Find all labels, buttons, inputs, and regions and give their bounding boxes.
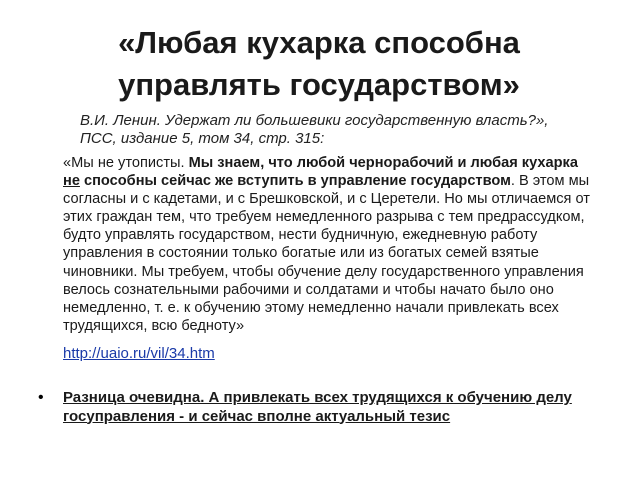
quote-bold-underlined: не <box>63 173 80 190</box>
quote-bold-2: способны сейчас же вступить в управление государством <box>79 173 511 190</box>
quote-part-2: . В этом мы согласны и с кадетами, и с Брешковской, и с Церетели. Но мы отличаемся от этих граждан тем, что требуем немедленного разрыва с тем предрассудком, будто управлять государством, нести будничную, ежедневную работу управления в состоянии только богатые или из богатых семей взятые чиновники. Мы требуем, чтобы обучение делу государственного управления велось сознательными рабочими и солдатами и чтобы начато было оно немедленно, т. е. к обучению этому немедленно начали привлекать всех трудящихся, всю бедноту» <box>63 173 590 334</box>
slide-title <box>40 22 598 106</box>
quote-part-1: «Мы не утописты. <box>63 155 189 171</box>
quote-paragraph <box>63 154 593 335</box>
source-citation: В.И. Ленин. Удержат ли большевики государственную власть?», ПСС, издание 5, том 34, стр. 315: <box>80 112 549 147</box>
source-link[interactable]: http://uaio.ru/vil/34.htm <box>63 345 215 362</box>
title-line-2: управлять государством» <box>118 67 520 102</box>
bullet-text: Разница очевидна. А привлекать всех трудящихся к обучению делу госуправления - и сейчас вполне актуальный тезис <box>63 389 572 425</box>
title-line-1: «Любая кухарка способна <box>118 25 520 60</box>
quote-bold-1: Мы знаем, что любой чернорабочий и любая кухарка <box>188 155 578 171</box>
bullet-icon: • <box>38 389 44 406</box>
